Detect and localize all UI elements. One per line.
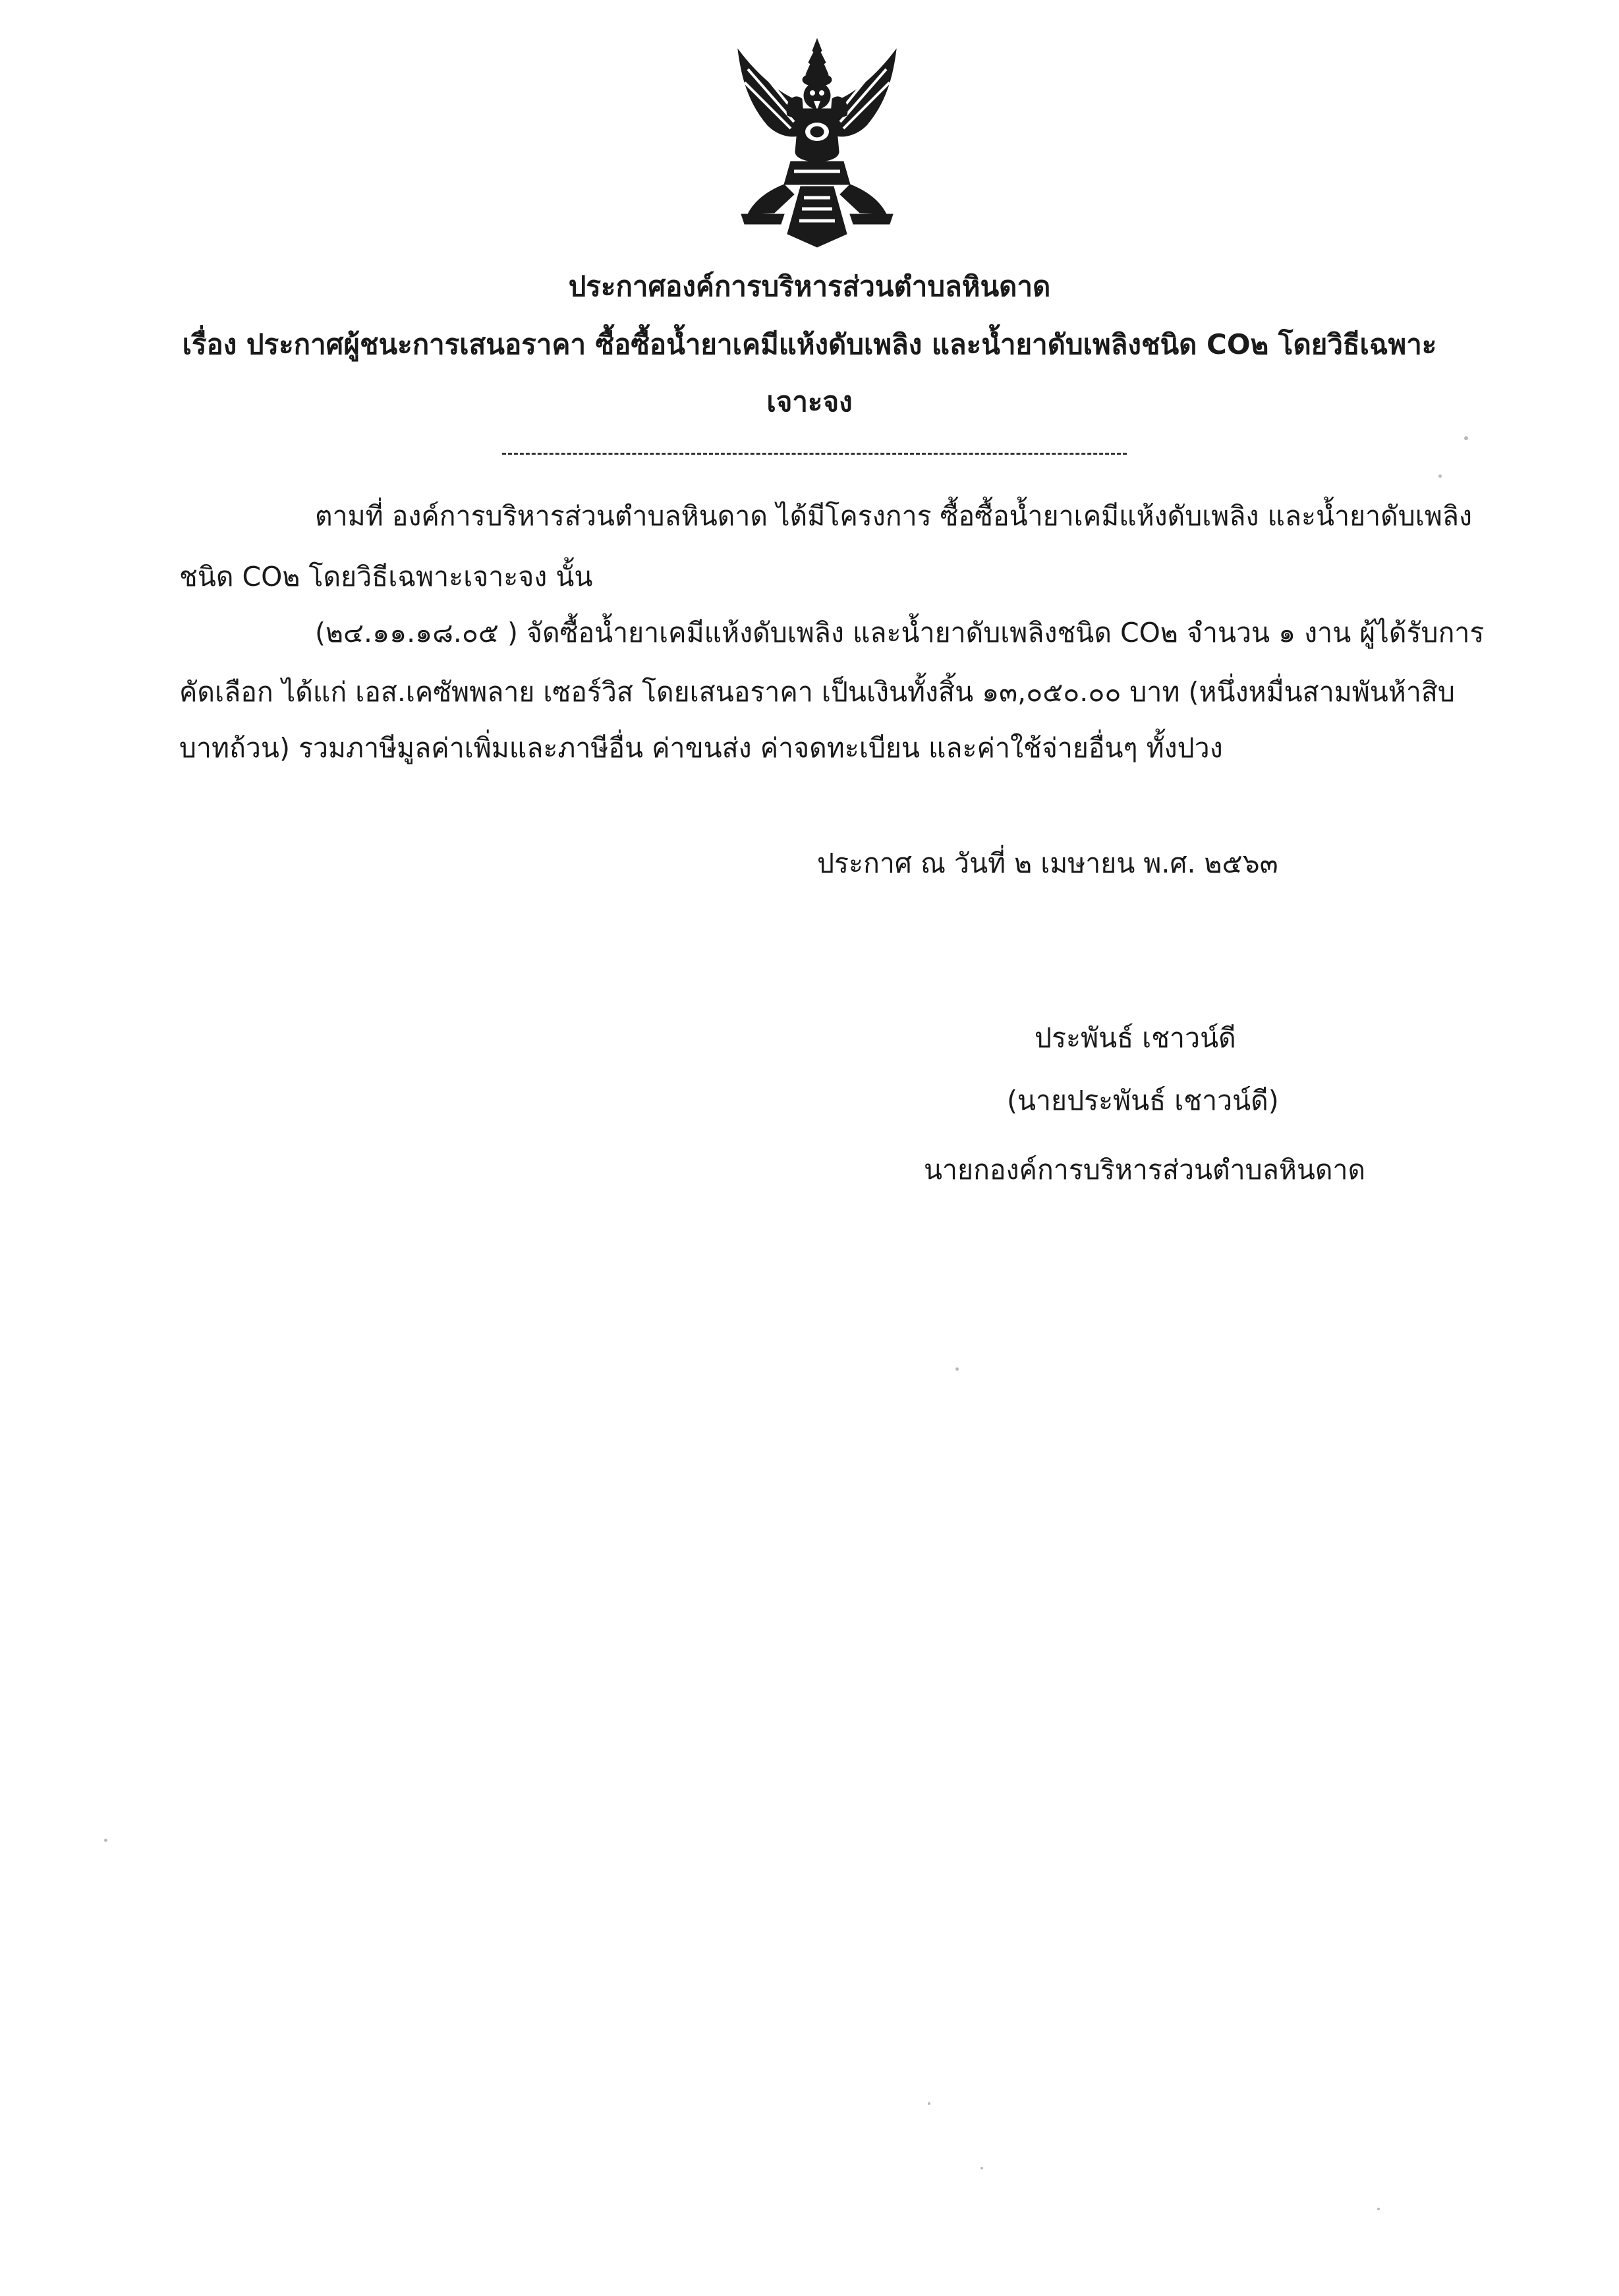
paragraph-2-line-2: คัดเลือก ได้แก่ เอส.เคซัพพลาย เซอร์วิส โดยเสนอราคา เป็นเงินทั้งสิ้น ๑๓,๐๕๐.๐๐ บาท (หนึ่งหมื่นสามพันห้าสิบ <box>179 676 1455 708</box>
paragraph-2-line-1: (๒๔.๑๑.๑๘.๐๕ ) จัดซื้อน้ำยาเคมีแห้งดับเพลิง และน้ำยาดับเพลิงชนิด CO๒ จำนวน ๑ งาน ผู้ได้รับการ <box>315 617 1485 648</box>
scan-speck <box>928 2102 930 2105</box>
paragraph-1-line-1: ตามที่ องค์การบริหารส่วนตำบลหินดาด ได้มีโครงการ ซื้อซื้อน้ำยาเคมีแห้งดับเพลิง และน้ำยาดับเพลิง <box>315 500 1472 532</box>
scan-speck <box>104 1839 107 1842</box>
signatory-position: นายกองค์การบริหารส่วนตำบลหินดาด <box>924 1154 1366 1186</box>
signature-name: ประพันธ์ เชาวน์ดี <box>1035 1022 1236 1054</box>
announcement-title: ประกาศองค์การบริหารส่วนตำบลหินดาด <box>568 270 1051 302</box>
subject-line-1: เรื่อง ประกาศผู้ชนะการเสนอราคา ซื้อซื้อน้ำยาเคมีแห้งดับเพลิง และน้ำยาดับเพลิงชนิด CO๒ โดยวิธีเฉพาะ <box>182 328 1437 360</box>
scan-speck <box>980 2167 983 2169</box>
subject-line-2: เจาะจง <box>766 386 853 418</box>
scan-speck <box>1438 474 1442 478</box>
dashed-divider <box>502 453 1127 455</box>
scan-speck <box>1464 436 1468 440</box>
signatory-full-name: (นายประพันธ์ เชาวน์ดี) <box>1007 1085 1279 1116</box>
paragraph-2-line-3: บาทถ้วน) รวมภาษีมูลค่าเพิ่มและภาษีอื่น ค่าขนส่ง ค่าจดทะเบียน และค่าใช้จ่ายอื่นๆ ทั้งปวง <box>179 732 1223 764</box>
scan-speck <box>955 1367 959 1371</box>
announcement-date: ประกาศ ณ วันที่ ๒ เมษายน พ.ศ. ๒๕๖๓ <box>817 847 1278 879</box>
garuda-emblem-icon <box>722 36 913 250</box>
paragraph-1-line-2: ชนิด CO๒ โดยวิธีเฉพาะเจาะจง นั้น <box>179 561 593 592</box>
scan-speck <box>1377 2208 1380 2210</box>
